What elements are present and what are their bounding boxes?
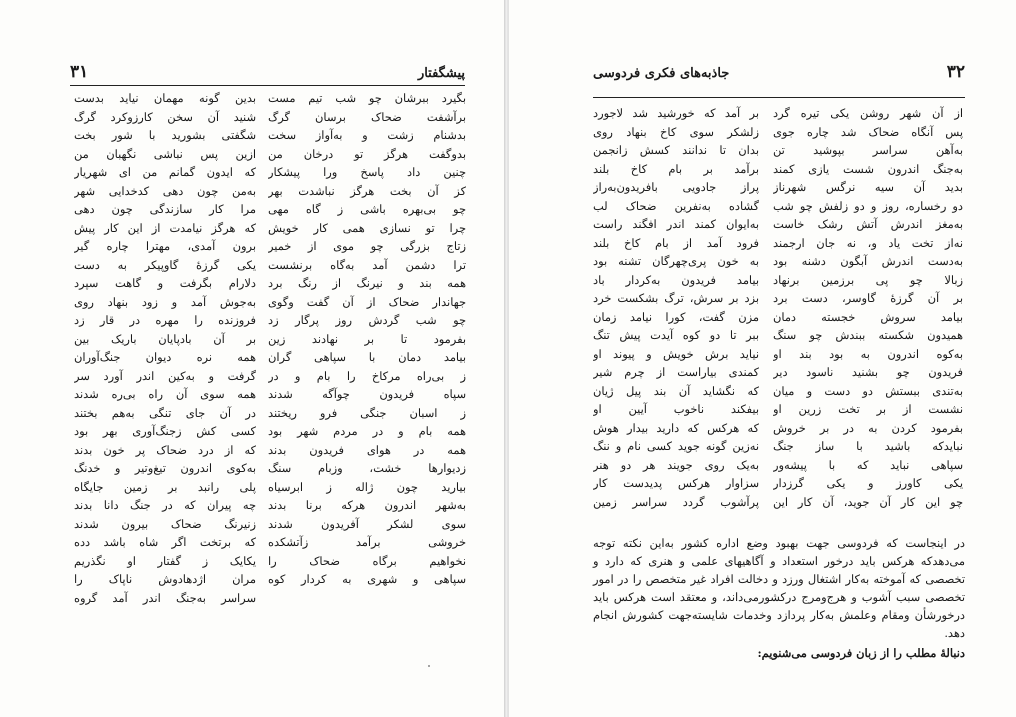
- right-page-verse-column-left: [593, 104, 759, 511]
- left-page-title: پیشگفتار: [417, 66, 465, 81]
- left-page-verse-column-right: [268, 89, 466, 589]
- verse-hemistich: در آن جای تنگی به‌هم بختند: [74, 405, 256, 420]
- verse-hemistich: جهاندار ضحاک از آن گفت وگوی: [268, 294, 466, 309]
- verse-hemistich: کز آن بخت هرگز نباشدت بهر: [268, 183, 466, 198]
- verse-hemistich: خروشی برآمد زآتشکده: [268, 535, 466, 549]
- left-page-header: [70, 64, 465, 86]
- verse-hemistich: ببر تا دو کوه آیدت پیش تنگ: [593, 328, 759, 342]
- verse-hemistich: که از درد ضحاک پر خون بدند: [74, 442, 256, 457]
- verse-hemistich: نشست از بر تخت زرین او: [773, 402, 963, 416]
- verse-hemistich: بیامد سروش خجسته دمان: [773, 309, 963, 324]
- verse-hemistich: چو شب گردش روز پرگار زد: [268, 313, 466, 327]
- verse-hemistich: به‌جوش آمد و زود بنهاد روی: [74, 294, 256, 309]
- verse-hemistich: به‌آهن سراسر بپوشید تن: [773, 143, 963, 157]
- verse-hemistich: بفرمود تا بر نهادند زین: [268, 331, 466, 346]
- verse-hemistich: سپاهی و شهری به کردار کوه: [268, 572, 466, 586]
- prose-line: در اینجاست که فردوسی جهت بهبود وضع اداره کشور به‌این نکته توجه: [593, 536, 965, 550]
- verse-hemistich: به‌کوی اندرون تیغ‌وتیر و خدنگ: [74, 461, 256, 475]
- verse-hemistich: به‌شهر اندرون هرکه برنا بدند: [268, 498, 466, 512]
- verse-hemistich: پراز جادویی بافریدون‌به‌راز: [593, 180, 759, 194]
- verse-hemistich: بدشنام زشت و به‌آواز سخت: [268, 128, 466, 142]
- right-header-rule: [593, 97, 965, 98]
- prose-line: درخورشأن ومقام وعلمش به‌کار پردازد وخدمات شایسته‌جهت کشورش انجام دهد.: [593, 608, 965, 640]
- verse-hemistich: نیاید برش خویش و پیوند او: [593, 346, 759, 361]
- verse-hemistich: بگیرد ببرشان چو شب تیم مست: [268, 91, 466, 105]
- verse-hemistich: سراسر به‌جنگ اندر آمد گروه: [74, 590, 256, 605]
- verse-hemistich: ازین پس نباشی نگهبان من: [74, 146, 256, 161]
- verse-hemistich: به‌کوه اندرون به بود بند او: [773, 346, 963, 361]
- left-page: [0, 0, 505, 717]
- verse-hemistich: به‌جنگ اندرون شست یازی کمند: [773, 161, 963, 176]
- verse-hemistich: برآمد بر بام کاخ بلند: [593, 161, 759, 176]
- verse-hemistich: چنین داد پاسخ ورا پیشکار: [268, 165, 466, 179]
- verse-hemistich: زدیوارها خشت، وزبام سنگ: [268, 461, 466, 475]
- verse-hemistich: بدوگفت هرگز تو درخان من: [268, 146, 466, 161]
- prose-line: تخصصی که آموخته به‌کار اشتغال ورزد و دخالت افراد غیر متخصص را در امور: [593, 572, 965, 586]
- verse-hemistich: برون آمدی، مهترا چاره گیر: [74, 239, 256, 253]
- prose-line: تخصصی سبب آشوب و هرج‌ومرج درکشورمی‌داند، و معتقد است هرکس باید: [593, 590, 965, 604]
- verse-hemistich: پرآشوب گردد سراسر زمین: [593, 494, 759, 509]
- verse-hemistich: چو بی‌بهره باشی ز گاه مهی: [268, 202, 466, 216]
- verse-hemistich: ترا دشمن آمد به‌گاه برنشست: [268, 257, 466, 272]
- verse-hemistich: همه بام و در مردم شهر بود: [268, 424, 466, 438]
- left-page-number: ۳۱: [70, 62, 89, 82]
- verse-hemistich: که نگشاید آن بند پیل ژیان: [593, 383, 759, 398]
- verse-hemistich: پلی رانبد بر زمین جایگاه: [74, 479, 256, 494]
- left-page-verse-column-left: [74, 89, 256, 607]
- right-page-header: [593, 64, 965, 86]
- right-page-number: ۳۲: [946, 62, 965, 82]
- verse-hemistich: شگفتی بشورید با شور بخت: [74, 128, 256, 142]
- verse-hemistich: که هرگز نیامدت از این کار پیش: [74, 220, 256, 235]
- verse-hemistich: بفرمود کردن به در بر خروش: [773, 420, 963, 435]
- verse-hemistich: به‌دست اندرش آبگون دشنه بود: [773, 254, 963, 268]
- verse-hemistich: زتاج بزرگی چو موی از خمیر: [268, 239, 466, 253]
- verse-hemistich: ز بی‌راه مرکاخ را بام و در: [268, 368, 466, 383]
- verse-hemistich: به‌یک روی جویند هر دو هنر: [593, 457, 759, 472]
- verse-hemistich: به‌من چون دهی کدخدایی شهر: [74, 183, 256, 198]
- prose-line: می‌دهدکه هرکس باید درخور استعداد و آگاهیهای علمی و هنری که دارد و: [593, 554, 965, 568]
- right-page-prose: [593, 534, 965, 662]
- verse-hemistich: زبالا چو پی برزمین برنهاد: [773, 272, 963, 287]
- verse-hemistich: بیارید چون ژاله ز ابرسیاه: [268, 479, 466, 494]
- verse-hemistich: نه‌زین گونه جوید کسی نام و ننگ: [593, 439, 759, 453]
- verse-hemistich: همه بند و نیرنگ از رنگ برد: [268, 276, 466, 290]
- verse-hemistich: کمندی بیاراست از چرم شیر: [593, 365, 759, 379]
- verse-hemistich: سوی لشکر آفریدون شدند: [268, 516, 466, 531]
- left-header-rule: [70, 85, 465, 86]
- verse-hemistich: همیدون شکسته ببندش چو سنگ: [773, 328, 963, 342]
- prose-lead-in: دنبالهٔ مطلب را از زبان فردوسی می‌شنویم:: [757, 646, 965, 660]
- verse-hemistich: به‌ایوان کمند اندر افگند راست: [593, 217, 759, 231]
- verse-hemistich: مزن گفت، کورا نیامد زمان: [593, 309, 759, 324]
- verse-hemistich: بدید آن سیه نرگس شهرناز: [773, 180, 963, 194]
- verse-hemistich: فرود آمد از بام کاخ بلند: [593, 235, 759, 250]
- verse-hemistich: بدین گونه مهمان نیاید بدست: [74, 91, 256, 105]
- verse-hemistich: که برتخت اگر شاه باشد دده: [74, 535, 256, 549]
- verse-hemistich: چرا تو نسازی همی کار خویش: [268, 220, 466, 235]
- verse-hemistich: یکی کاورز و یکی گرزدار: [773, 476, 963, 490]
- verse-hemistich: گشاده به‌نفرین ضحاک لب: [593, 198, 759, 213]
- verse-hemistich: بزد بر سرش، ترگ بشکست خرد: [593, 291, 759, 305]
- verse-hemistich: سپاهی نباید که با پیشه‌ور: [773, 457, 963, 472]
- verse-hemistich: نه‌از تخت یاد و، نه جان ارجمند: [773, 235, 963, 250]
- verse-hemistich: فریدون چو بشنید ناسود دیر: [773, 365, 963, 379]
- verse-hemistich: برآشفت ضحاک برسان گرگ: [268, 109, 466, 124]
- verse-hemistich: بدان تا ندانند کسش زانجمن: [593, 143, 759, 157]
- verse-hemistich: ز اسبان جنگی فرو ریختند: [268, 405, 466, 420]
- verse-hemistich: همه سوی آن راه بی‌ره شدند: [74, 387, 256, 401]
- verse-hemistich: به خون پری‌چهرگان تشنه بود: [593, 254, 759, 268]
- verse-hemistich: از آن شهر روشن یکی تیره گرد: [773, 106, 963, 120]
- verse-hemistich: دو رخساره، روز و دو زلفش چو شب: [773, 198, 963, 213]
- verse-hemistich: به‌تندی ببستش دو دست و میان: [773, 383, 963, 398]
- verse-hemistich: که ایدون گمانم من ای شهریار: [74, 165, 256, 179]
- verse-hemistich: کسی کش زجنگ‌آوری بهر بود: [74, 424, 256, 438]
- right-page: [508, 0, 1016, 717]
- page-speck: [428, 665, 430, 667]
- verse-hemistich: گرفت و به‌کین اندر آورد سر: [74, 368, 256, 383]
- verse-hemistich: چو این کار آن جوید، آن کار این: [773, 494, 963, 509]
- verse-hemistich: که هرکس که دارید بیدار هوش: [593, 420, 759, 435]
- verse-hemistich: یکی گرزهٔ گاوپیکر به دست: [74, 257, 256, 272]
- verse-hemistich: نخواهیم برگاه ضحاک را: [268, 553, 466, 568]
- verse-hemistich: مران اژدهادوش ناپاک را: [74, 572, 256, 586]
- verse-hemistich: بیامد فریدون به‌کردار باد: [593, 272, 759, 287]
- verse-hemistich: یکایک ز گفتار او نگذریم: [74, 553, 256, 568]
- verse-hemistich: فروزنده را مهره در قار زد: [74, 313, 256, 327]
- verse-hemistich: شنید آن سخن کارزوکرد گرگ: [74, 109, 256, 124]
- verse-hemistich: زنیرنگ ضحاک بیرون شدند: [74, 516, 256, 531]
- verse-hemistich: سزاوار هرکس پدیدست کار: [593, 476, 759, 490]
- verse-hemistich: همه در هوای فریدون بدند: [268, 442, 466, 457]
- verse-hemistich: چه پیران که در جنگ دانا بدند: [74, 498, 256, 512]
- verse-hemistich: نبایدکه باشید با ساز جنگ: [773, 439, 963, 453]
- verse-hemistich: بر آن گرزهٔ گاوسر، دست برد: [773, 291, 963, 305]
- verse-hemistich: پس آنگاه ضحاک شد چاره جوی: [773, 124, 963, 139]
- verse-hemistich: بر آن بادپایان باریک بین: [74, 331, 256, 346]
- verse-hemistich: بیامد دمان با سپاهی گران: [268, 350, 466, 364]
- verse-hemistich: به‌مغز اندرش آتش رشک خاست: [773, 217, 963, 231]
- verse-hemistich: بیفکند ناخوب آیین او: [593, 402, 759, 416]
- verse-hemistich: مرا کار سازندگی چون دهی: [74, 202, 256, 216]
- verse-hemistich: زلشکر سوی کاخ بنهاد روی: [593, 124, 759, 139]
- verse-hemistich: سپاه فریدون چوآگه شدند: [268, 387, 466, 401]
- verse-hemistich: بر آمد که خورشید شد لاجورد: [593, 106, 759, 120]
- right-page-title: جاذبه‌های فکری فردوسی: [593, 66, 730, 81]
- verse-hemistich: دلارام بگرفت و گاهت سپرد: [74, 276, 256, 290]
- verse-hemistich: همه نره دیوان جنگ‌آوران: [74, 350, 256, 364]
- right-page-verse-column-right: [773, 104, 963, 511]
- prose-paragraph: [593, 534, 965, 642]
